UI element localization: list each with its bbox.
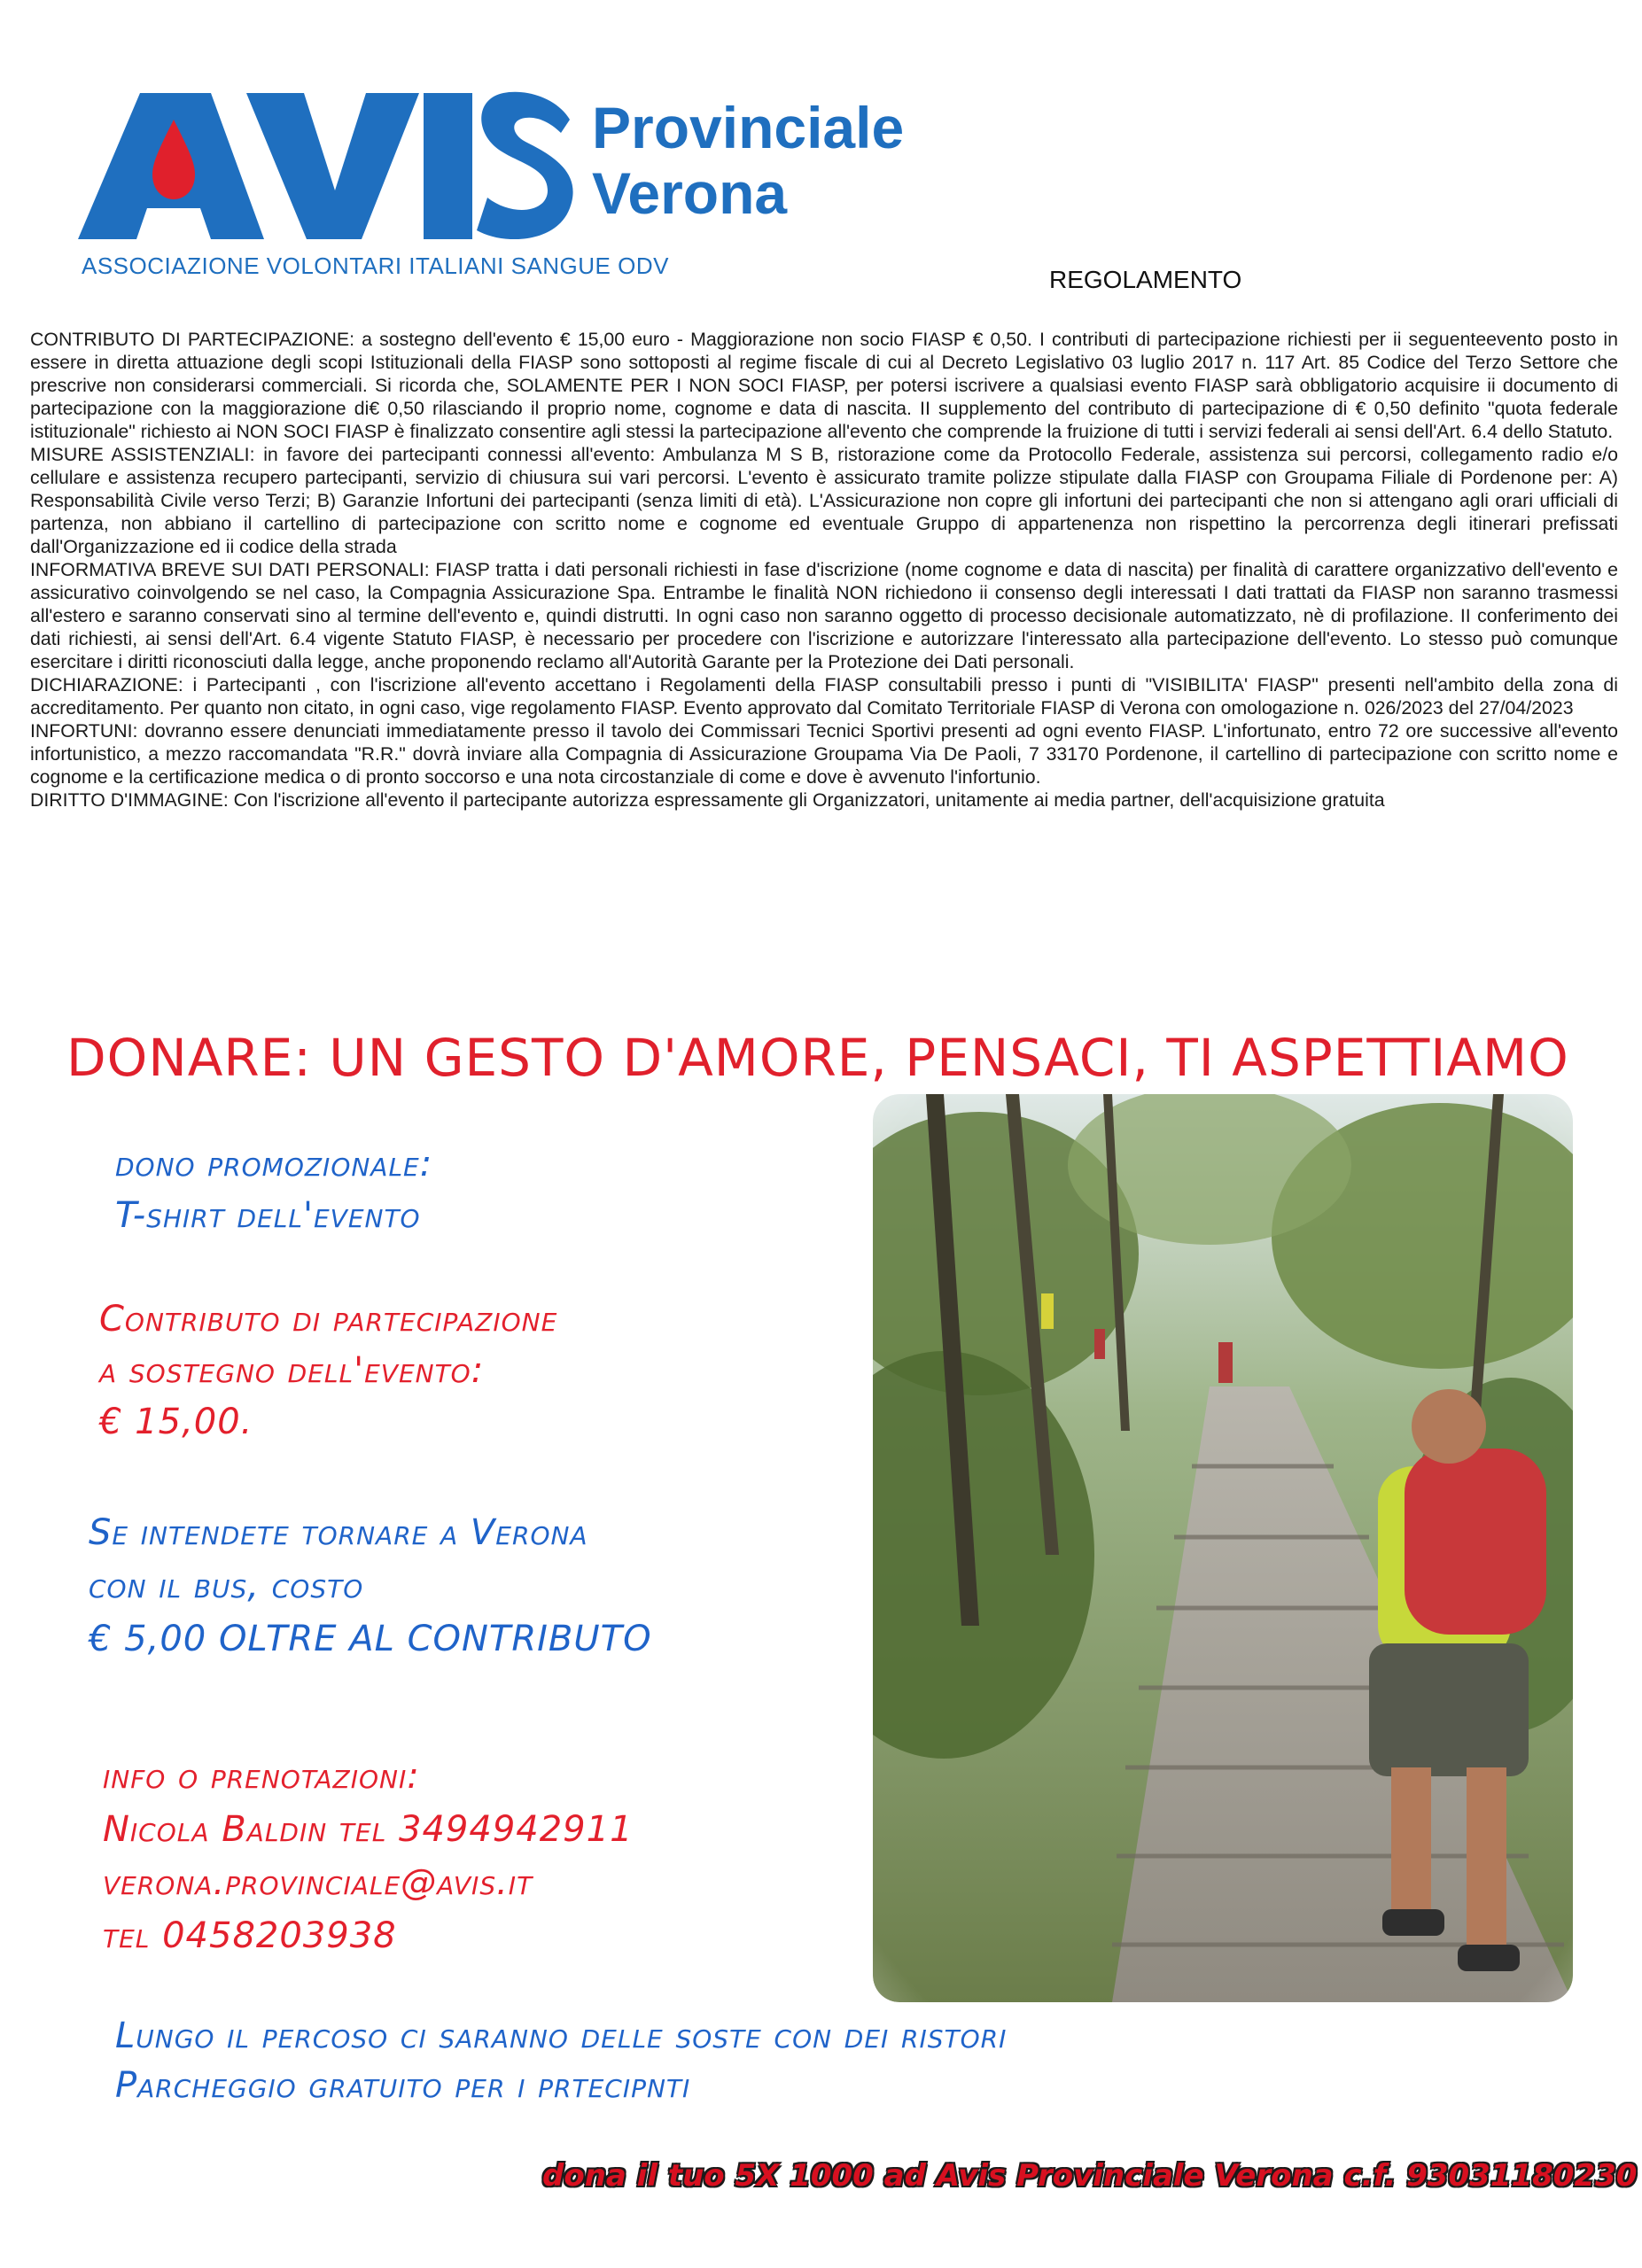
info-line1: info o prenotazioni: bbox=[103, 1756, 420, 1797]
regulation-paragraph-privacy: INFORMATIVA BREVE SUI DATI PERSONALI: FIASP tratta i dati personali richiesti in fase d'iscrizione (nome cognome e data di nascita) per finalità di carattere organizzativo dell'evento e assicurativo coinvolgendo se nel caso, la Compagnia Assicurazione Spa. Entrambe le finalità NON richiedono ii consenso degli interessati I dati trattati da FIASP non saranno trasmessi all'estero e saranno conservati sino al termine dell'evento e, quindi distrutti. In ogni caso non saranno oggetto di processo decisionale automatizzato, nè di profilazione. II conferimento dei dati richiesti, ai sensi dell'Art. 6.4 vigente Statuto FIASP, è necessario per procedere con l'iscrizione e autorizzare l'interessato alla partecipazione dell'evento. Lo stesso può comunque esercitare i diritti riconosciuti dalla legge, anche proponendo reclamo all'Autorità Garante per la Protezione dei Dati personali. bbox=[30, 559, 1618, 672]
bus-line3: € 5,00 OLTRE AL CONTRIBUTO bbox=[89, 1619, 652, 1659]
info-phone[interactable]: Nicola Baldin tel 3494942911 bbox=[103, 1809, 634, 1850]
tax-donation-note: dona il tuo 5X 1000 ad Avis Provinciale Verona c.f. 93031180230 bbox=[542, 2158, 1638, 2194]
hiking-photo bbox=[873, 1094, 1573, 2002]
regulation-paragraph-injuries: INFORTUNI: dovranno essere denunciati immediatamente presso il tavolo dei Commissari Tecnici Sportivi presenti ad ogni evento FIASP. L'infortunato, entro 72 ore successive all'evento infortunistico, a mezzo raccomandata "R.R." dovrà inviare alla Compagnia di Assicurazione Groupama Via De Paoli, 7 33170 Pordenone, il cartellino di partecipazione con scritto nome e cognome e la certificazione medica o di pronto soccorso e una nota circostanziale di come e dove è avvenuto l'infortunio. bbox=[30, 720, 1618, 788]
avis-logo-mark bbox=[78, 84, 574, 239]
info-office-phone[interactable]: tel 0458203938 bbox=[103, 1915, 397, 1956]
logo-line2: Verona bbox=[592, 160, 788, 226]
info-block bbox=[103, 1750, 634, 1962]
notes-line1: Lungo il percoso ci saranno delle soste con dei ristori bbox=[115, 2016, 1008, 2056]
regulation-paragraph-contribution: CONTRIBUTO DI PARTECIPAZIONE: a sostegno dell'evento € 15,00 euro - Maggiorazione non socio FIASP € 0,50. I contributi di partecipazione richiesti per ii seguenteevento posto in essere in diretta attuazione degli scopi Istituzionali della FIASP sono sottoposti al regime fiscale di cui al Decreto Legislativo 03 luglio 2017 n. 117 Art. 85 Codice del Terzo Settore che prescrive non considerarsi commerciali. Si ricorda che, SOLAMENTE PER I NON SOCI FIASP, per potersi iscrivere a qualsiasi evento FIASP sarà obbligatorio acquisire ii documento di partecipazione con la maggiorazione di€ 0,50 rilasciando il proprio nome, cognome e data di nascita. II supplemento del contributo di partecipazione di € 0,50 definito "quota federale istituzionale" richiesto ai NON SOCI FIASP è finalizzato consentire agli stessi la partecipazione all'evento che comprende la fruizione di tutti i servizi federali ai sensi dell'Art. 6.4 dello Statuto. bbox=[30, 329, 1618, 442]
contribution-line1: Contributo di partecipazione bbox=[99, 1299, 558, 1340]
gift-block bbox=[115, 1138, 432, 1241]
notes-line2: Parcheggio gratuito per i prtecipnti bbox=[115, 2065, 691, 2106]
avis-logo bbox=[78, 84, 964, 288]
regulation-title: REGOLAMENTO bbox=[1049, 266, 1242, 293]
regulation-body bbox=[30, 328, 1618, 812]
notes-block bbox=[115, 2011, 1007, 2110]
bus-line2: con il bus, costo bbox=[89, 1565, 364, 1606]
gift-line1: dono promozionale: bbox=[115, 1144, 433, 1184]
gift-line2: T-shirt dell'evento bbox=[115, 1195, 421, 1236]
logo-line1: Provinciale bbox=[592, 95, 905, 160]
logo-wordmark bbox=[592, 95, 904, 226]
logo-subtitle: ASSOCIAZIONE VOLONTARI ITALIANI SANGUE ODV bbox=[82, 252, 669, 279]
contribution-line3: € 15,00. bbox=[99, 1402, 253, 1442]
hiking-photo-illustration bbox=[873, 1094, 1573, 2002]
regulation-paragraph-image-rights: DIRITTO D'IMMAGINE: Con l'iscrizione all'evento il partecipante autorizza espressamente gli Organizzatori, unitamente ai media partner, dell'acquisizione gratuita bbox=[30, 789, 1385, 811]
bus-block bbox=[89, 1506, 652, 1666]
contribution-block bbox=[99, 1293, 557, 1448]
info-email[interactable]: verona.provinciale@avis.it bbox=[103, 1862, 533, 1903]
contribution-line2: a sostegno dell'evento: bbox=[99, 1350, 485, 1391]
regulation-paragraph-declaration: DICHIARAZIONE: i Partecipanti , con l'iscrizione all'evento accettano i Regolamenti della FIASP consultabili presso i punti di "VISIBILITA' FIASP" presenti nell'ambito della zona di accreditamento. Per quanto non citato, in ogni caso, vige regolamento FIASP. Evento approvato dal Comitato Territoriale FIASP di Verona con omologazione n. 026/2023 del 27/04/2023 bbox=[30, 674, 1618, 718]
regulation-paragraph-assistance: MISURE ASSISTENZIALI: in favore dei partecipanti connessi all'evento: Ambulanza M S B, ristorazione come da Protocollo Federale, assistenza sui percorsi, collegamento radio e/o cellulare e assistenza recupero partecipanti, servizio di chiusura sui vari percorsi. L'evento è assicurato tramite polizze stipulate dalla FIASP con Groupama Filiale di Pordenone per: A) Responsabilità Civile verso Terzi; B) Garanzie Infortuni dei partecipanti (senza limiti di età). L'Assicurazione non copre gli infortuni dei partecipanti che non si attengano agli orari ufficiali di partenza, non abbiano il cartellino di partecipazione con scritto nome e cognome ed eventuale Gruppo di appartenenza non rispettino la percorrenza degli itinerari prefissati dall'Organizzazione ed ii codice della strada bbox=[30, 444, 1618, 557]
bus-line1: Se intendete tornare a Verona bbox=[89, 1512, 588, 1553]
slogan: DONARE: UN GESTO D'AMORE, PENSACI, TI ASPETTIAMO bbox=[66, 1028, 1569, 1088]
